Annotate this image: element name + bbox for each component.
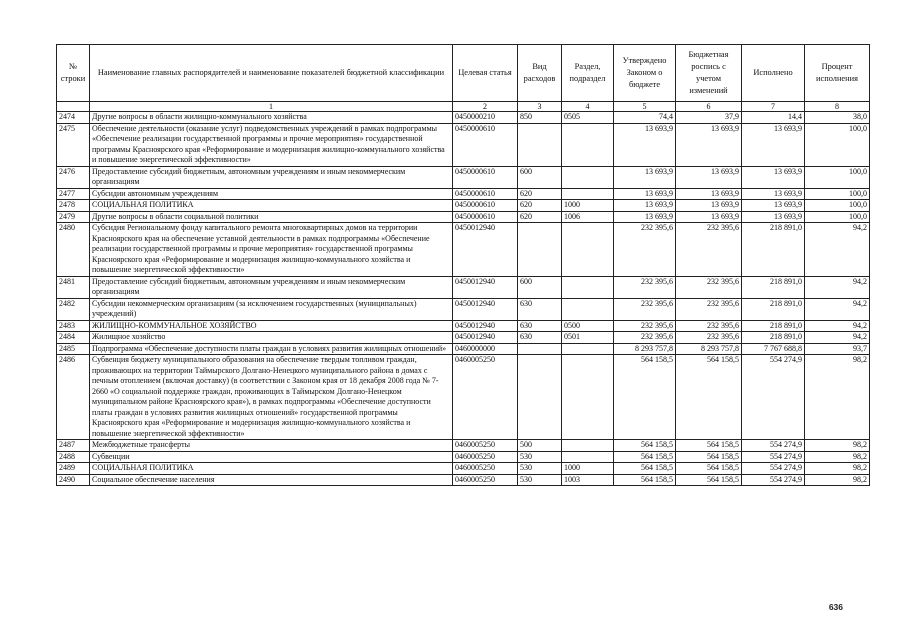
row-executed-cell: 218 891,0 [742, 298, 805, 320]
row-target-cell: 0450012940 [453, 320, 518, 332]
row-executed-cell: 13 693,9 [742, 211, 805, 223]
row-approved-cell: 564 158,5 [614, 451, 676, 463]
row-executed-cell: 14,4 [742, 112, 805, 124]
row-type-cell: 630 [518, 320, 562, 332]
column-number: 5 [614, 102, 676, 112]
row-name-cell: Субвенции [90, 451, 453, 463]
row-name-cell: Подпрограмма «Обеспечение доступности платы граждан в условиях развития жилищных отношений» [90, 343, 453, 355]
row-name-cell: Межбюджетные трансферты [90, 440, 453, 452]
row-section-cell [562, 298, 614, 320]
table-row [57, 276, 870, 298]
column-number: 3 [518, 102, 562, 112]
row-number-cell: 2474 [57, 112, 90, 124]
row-type-cell: 600 [518, 166, 562, 188]
row-name-cell: Предоставление субсидий бюджетным, автономным учреждениям и иным некоммерческим организациям [90, 166, 453, 188]
row-section-cell: 0500 [562, 320, 614, 332]
row-name-cell: Жилищное хозяйство [90, 332, 453, 344]
row-target-cell: 0450012940 [453, 298, 518, 320]
row-approved-cell: 13 693,9 [614, 200, 676, 212]
row-target-cell: 0450000610 [453, 200, 518, 212]
row-type-cell: 620 [518, 200, 562, 212]
header-type: Вид расходов [518, 45, 562, 102]
row-budget-cell: 13 693,9 [676, 200, 742, 212]
table-row [57, 200, 870, 212]
row-executed-cell: 554 274,9 [742, 463, 805, 475]
row-section-cell [562, 123, 614, 166]
table-row [57, 188, 870, 200]
row-target-cell: 0460005250 [453, 440, 518, 452]
row-approved-cell: 564 158,5 [614, 355, 676, 440]
row-budget-cell: 13 693,9 [676, 166, 742, 188]
row-target-cell: 0460005250 [453, 463, 518, 475]
row-name-cell: ЖИЛИЩНО-КОММУНАЛЬНОЕ ХОЗЯЙСТВО [90, 320, 453, 332]
page-number: 636 [828, 602, 843, 612]
table-row [57, 298, 870, 320]
row-target-cell: 0460005250 [453, 451, 518, 463]
row-number-cell: 2477 [57, 188, 90, 200]
row-approved-cell: 232 395,6 [614, 320, 676, 332]
column-number: 6 [676, 102, 742, 112]
row-number-cell: 2480 [57, 223, 90, 277]
row-budget-cell: 37,9 [676, 112, 742, 124]
row-executed-cell: 13 693,9 [742, 200, 805, 212]
column-number: 2 [453, 102, 518, 112]
row-approved-cell: 13 693,9 [614, 123, 676, 166]
table-row [57, 166, 870, 188]
row-executed-cell: 13 693,9 [742, 188, 805, 200]
row-executed-cell: 218 891,0 [742, 320, 805, 332]
row-percent-cell: 98,2 [805, 463, 870, 475]
row-budget-cell: 232 395,6 [676, 276, 742, 298]
row-type-cell: 600 [518, 276, 562, 298]
row-section-cell [562, 223, 614, 277]
row-number-cell: 2478 [57, 200, 90, 212]
row-number-cell: 2476 [57, 166, 90, 188]
row-section-cell: 1000 [562, 463, 614, 475]
row-budget-cell: 564 158,5 [676, 463, 742, 475]
table-row [57, 320, 870, 332]
row-percent-cell: 98,2 [805, 474, 870, 486]
row-target-cell: 0450000610 [453, 166, 518, 188]
row-executed-cell: 218 891,0 [742, 276, 805, 298]
row-section-cell [562, 440, 614, 452]
header-row [57, 45, 870, 102]
row-number-cell: 2485 [57, 343, 90, 355]
header-budget-list: Бюджетная роспись с учетом изменений [676, 45, 742, 102]
row-percent-cell: 94,2 [805, 276, 870, 298]
row-section-cell: 1000 [562, 200, 614, 212]
row-percent-cell: 100,0 [805, 211, 870, 223]
row-number-cell: 2486 [57, 355, 90, 440]
row-type-cell: 620 [518, 188, 562, 200]
row-executed-cell: 13 693,9 [742, 123, 805, 166]
row-budget-cell: 564 158,5 [676, 451, 742, 463]
column-number-row [57, 102, 870, 112]
row-budget-cell: 564 158,5 [676, 440, 742, 452]
row-name-cell: Другие вопросы в области жилищно-коммунального хозяйства [90, 112, 453, 124]
budget-execution-table [56, 44, 870, 486]
header-target: Целевая статья [453, 45, 518, 102]
row-type-cell: 530 [518, 474, 562, 486]
row-target-cell: 0450000610 [453, 188, 518, 200]
header-section: Раздел, подраздел [562, 45, 614, 102]
header-executed: Исполнено [742, 45, 805, 102]
row-approved-cell: 564 158,5 [614, 474, 676, 486]
row-executed-cell: 554 274,9 [742, 355, 805, 440]
row-name-cell: Субсидии автономным учреждениям [90, 188, 453, 200]
row-percent-cell: 100,0 [805, 188, 870, 200]
row-number-cell: 2475 [57, 123, 90, 166]
row-target-cell: 0450012940 [453, 223, 518, 277]
table-row [57, 332, 870, 344]
row-target-cell: 0450000610 [453, 211, 518, 223]
row-budget-cell: 13 693,9 [676, 123, 742, 166]
row-approved-cell: 564 158,5 [614, 463, 676, 475]
row-percent-cell: 100,0 [805, 166, 870, 188]
row-approved-cell: 232 395,6 [614, 276, 676, 298]
row-name-cell: СОЦИАЛЬНАЯ ПОЛИТИКА [90, 200, 453, 212]
row-percent-cell: 94,2 [805, 320, 870, 332]
row-number-cell: 2482 [57, 298, 90, 320]
row-name-cell: Предоставление субсидий бюджетным, автономным учреждениям и иным некоммерческим организациям [90, 276, 453, 298]
row-executed-cell: 218 891,0 [742, 223, 805, 277]
header-percent: Процент исполнения [805, 45, 870, 102]
row-budget-cell: 232 395,6 [676, 332, 742, 344]
row-budget-cell: 232 395,6 [676, 298, 742, 320]
table-row [57, 474, 870, 486]
row-approved-cell: 564 158,5 [614, 440, 676, 452]
row-number-cell: 2484 [57, 332, 90, 344]
row-budget-cell: 232 395,6 [676, 223, 742, 277]
row-budget-cell: 564 158,5 [676, 474, 742, 486]
row-approved-cell: 232 395,6 [614, 223, 676, 277]
row-section-cell [562, 166, 614, 188]
row-name-cell: СОЦИАЛЬНАЯ ПОЛИТИКА [90, 463, 453, 475]
header-row-no: № строки [57, 45, 90, 102]
row-target-cell: 0460000000 [453, 343, 518, 355]
row-number-cell: 2489 [57, 463, 90, 475]
table-row [57, 463, 870, 475]
column-number-blank [57, 102, 90, 112]
row-name-cell: Субсидии некоммерческим организациям (за исключением государственных (муниципальных) учреждений) [90, 298, 453, 320]
row-target-cell: 0450000610 [453, 123, 518, 166]
row-target-cell: 0450012940 [453, 276, 518, 298]
row-section-cell [562, 451, 614, 463]
row-percent-cell: 98,2 [805, 355, 870, 440]
row-type-cell [518, 223, 562, 277]
row-type-cell: 500 [518, 440, 562, 452]
header-name: Наименование главных распорядителей и наименование показателей бюджетной классификации [90, 45, 453, 102]
row-name-cell: Обеспечение деятельности (оказание услуг) подведомственных учреждений в рамках подпрограммы «Обеспечение реализации государственной программы и прочие мероприятия» государственной программы Красноярского края «Реформирование и модернизация жилищно-коммунального хозяйства и повышение энергетической эффективности» [90, 123, 453, 166]
row-type-cell [518, 123, 562, 166]
row-budget-cell: 8 293 757,8 [676, 343, 742, 355]
row-type-cell: 620 [518, 211, 562, 223]
row-percent-cell: 98,2 [805, 451, 870, 463]
column-number: 4 [562, 102, 614, 112]
row-number-cell: 2479 [57, 211, 90, 223]
row-budget-cell: 564 158,5 [676, 355, 742, 440]
row-section-cell [562, 276, 614, 298]
row-executed-cell: 554 274,9 [742, 451, 805, 463]
row-approved-cell: 13 693,9 [614, 166, 676, 188]
row-budget-cell: 13 693,9 [676, 211, 742, 223]
row-target-cell: 0450000210 [453, 112, 518, 124]
table-row [57, 211, 870, 223]
row-name-cell: Другие вопросы в области социальной политики [90, 211, 453, 223]
row-percent-cell: 38,0 [805, 112, 870, 124]
row-section-cell [562, 343, 614, 355]
table-body [57, 112, 870, 486]
row-approved-cell: 13 693,9 [614, 188, 676, 200]
row-approved-cell: 232 395,6 [614, 298, 676, 320]
row-number-cell: 2488 [57, 451, 90, 463]
row-number-cell: 2487 [57, 440, 90, 452]
column-number: 7 [742, 102, 805, 112]
row-type-cell: 630 [518, 332, 562, 344]
row-percent-cell: 93,7 [805, 343, 870, 355]
row-executed-cell: 13 693,9 [742, 166, 805, 188]
row-name-cell: Социальное обеспечение населения [90, 474, 453, 486]
row-approved-cell: 232 395,6 [614, 332, 676, 344]
row-target-cell: 0460005250 [453, 474, 518, 486]
row-percent-cell: 98,2 [805, 440, 870, 452]
row-type-cell: 530 [518, 463, 562, 475]
row-target-cell: 0450012940 [453, 332, 518, 344]
column-number: 8 [805, 102, 870, 112]
table-row [57, 112, 870, 124]
row-number-cell: 2483 [57, 320, 90, 332]
row-approved-cell: 74,4 [614, 112, 676, 124]
row-type-cell [518, 355, 562, 440]
table-row [57, 223, 870, 277]
row-section-cell [562, 188, 614, 200]
row-percent-cell: 100,0 [805, 123, 870, 166]
table-row [57, 343, 870, 355]
header-approved: Утверждено Законом о бюджете [614, 45, 676, 102]
row-type-cell: 630 [518, 298, 562, 320]
row-name-cell: Субвенция бюджету муниципального образования на обеспечение твердым топливом граждан, проживающих на территории Таймырского Долгано-Ненецкого муниципального района в домах с печным отоплением (включая доставку) (в соответствии с Законом края от 18 декабря 2008 года № 7-2660 «О социальной поддержке граждан, проживающих в Таймырском Долгано-Ненецком муниципальном районе Красноярского края»), в рамках подпрограммы «Обеспечение доступности платы граждан в условиях развития жилищных отношений» государственной программы Красноярского края «Реформирование и модернизация жилищно-коммунального хозяйства и повышение энергетической эффективности» [90, 355, 453, 440]
row-approved-cell: 8 293 757,8 [614, 343, 676, 355]
row-budget-cell: 13 693,9 [676, 188, 742, 200]
row-executed-cell: 7 767 688,8 [742, 343, 805, 355]
row-percent-cell: 94,2 [805, 298, 870, 320]
row-executed-cell: 554 274,9 [742, 474, 805, 486]
column-number: 1 [90, 102, 453, 112]
row-percent-cell: 100,0 [805, 200, 870, 212]
row-percent-cell: 94,2 [805, 223, 870, 277]
row-number-cell: 2481 [57, 276, 90, 298]
row-type-cell: 530 [518, 451, 562, 463]
row-executed-cell: 218 891,0 [742, 332, 805, 344]
row-type-cell [518, 343, 562, 355]
table-row [57, 123, 870, 166]
row-section-cell [562, 355, 614, 440]
row-percent-cell: 94,2 [805, 332, 870, 344]
table-row [57, 451, 870, 463]
row-target-cell: 0460005250 [453, 355, 518, 440]
row-approved-cell: 13 693,9 [614, 211, 676, 223]
row-section-cell: 0501 [562, 332, 614, 344]
row-number-cell: 2490 [57, 474, 90, 486]
row-budget-cell: 232 395,6 [676, 320, 742, 332]
table-row [57, 440, 870, 452]
row-executed-cell: 554 274,9 [742, 440, 805, 452]
row-name-cell: Субсидия Региональному фонду капитального ремонта многоквартирных домов на территории Красноярского края на обеспечение уставной деятельности в рамках подпрограммы «Обеспечение реализации государственной программы и прочие мероприятия» государственной программы Красноярского края «Реформирование и модернизация жилищно-коммунального хозяйства и повышение энергетической эффективности» [90, 223, 453, 277]
row-type-cell: 850 [518, 112, 562, 124]
row-section-cell: 0505 [562, 112, 614, 124]
row-section-cell: 1003 [562, 474, 614, 486]
row-section-cell: 1006 [562, 211, 614, 223]
table-row [57, 355, 870, 440]
